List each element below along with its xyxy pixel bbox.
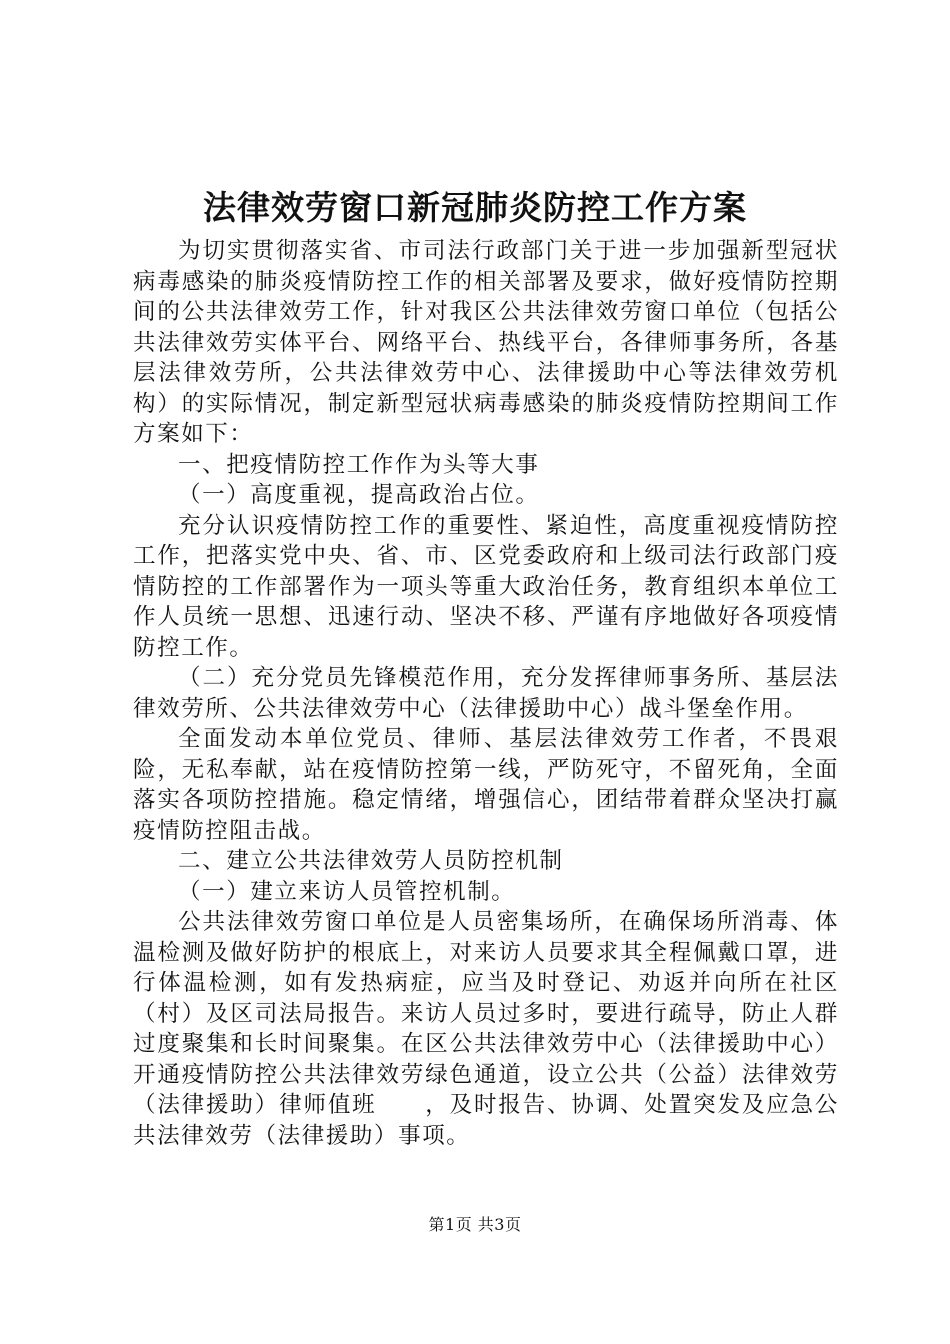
section-2-sub-1-heading: （一）建立来访人员管控机制。	[178, 878, 516, 905]
document-body	[133, 236, 839, 1151]
section-2-heading: 二、建立公共法律效劳人员防控机制	[178, 848, 564, 874]
page-number-footer: 第1页 共3页	[428, 1215, 522, 1234]
section-1-sub-2-paragraph: 全面发动本单位党员、律师、基层法律效劳工作者，不畏艰险，无私奉献，站在疫情防控第一线，严防死守，不留死角，全面落实各项防控措施。稳定情绪，增强信心，团结带着群众坚决打赢疫情防控阻击战。	[133, 726, 839, 844]
section-1-sub-1-paragraph: 充分认识疫情防控工作的重要性、紧迫性，高度重视疫情防控工作，把落实党中央、省、市、区党委政府和上级司法行政部门疫情防控的工作部署作为一项头等重大政治任务，教育组织本单位工作人员统一思想、迅速行动、坚决不移、严谨有序地做好各项疫情防控工作。	[133, 512, 839, 661]
document-title: 法律效劳窗口新冠肺炎防控工作方案	[203, 188, 747, 227]
section-2-sub-1-paragraph: 公共法律效劳窗口单位是人员密集场所，在确保场所消毒、体温检测及做好防护的根底上，对来访人员要求其全程佩戴口罩，进行体温检测，如有发热病症，应当及时登记、劝返并向所在社区（村）及区司法局报告。来访人员过多时，要进行疏导，防止人群过度聚集和长时间聚集。在区公共法律效劳中心（法律援助中心）开通疫情防控公共法律效劳绿色通道，设立公共（公益）法律效劳（法律援助）律师值班 ，及时报告、协调、处置突发及应急公共法律效劳（法律援助）事项。	[133, 909, 839, 1149]
section-1-heading: 一、把疫情防控工作作为头等大事	[178, 451, 540, 478]
section-1-sub-1-heading: （一）高度重视，提高政治占位。	[178, 482, 540, 508]
section-1-sub-2-heading: （二）充分党员先锋模范作用，充分发挥律师事务所、基层法律效劳所、公共法律效劳中心（法律援助中心）战斗堡垒作用。	[133, 665, 839, 722]
intro-paragraph: 为切实贯彻落实省、市司法行政部门关于进一步加强新型冠状病毒感染的肺炎疫情防控工作的相关部署及要求，做好疫情防控期间的公共法律效劳工作，针对我区公共法律效劳窗口单位（包括公共法律效劳实体平台、网络平台、热线平台，各律师事务所，各基层法律效劳所，公共法律效劳中心、法律援助中心等法律效劳机构）的实际情况，制定新型冠状病毒感染的肺炎疫情防控期间工作方案如下：	[133, 238, 839, 447]
